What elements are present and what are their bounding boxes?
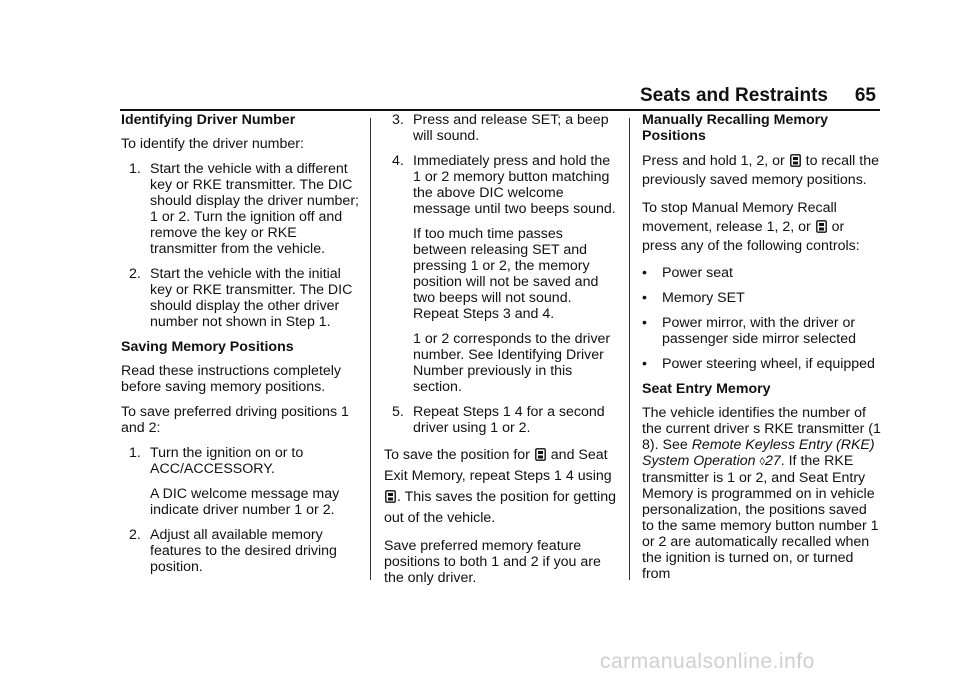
text-run: To save the position for [384,447,534,463]
column-2 [384,112,616,595]
step-number: 4. [392,153,404,169]
step-note: If too much time passes between releasing SET and pressing 1 or 2, the memory position will not be saved and two beeps will not sound. Repeat Steps 3 and 4. [413,226,599,322]
step-item [384,404,616,436]
watermark-text: carmanualsonline.info [600,650,815,673]
text-run: The vehicle identifies the number of the current driver s RKE transmitter (1 8). See [642,405,881,453]
text-run: . If the RKE transmitter is 1 or 2, and Seat Entry Memory is programmed on in vehicle personalization, the positions saved to the same memory button number 1 or 2 are automatically recalled when the ignition is turned on, or turned from [642,453,879,582]
page-ref-arrow-icon: ◊ [759,456,765,468]
bullet-item [642,356,882,372]
header-rule [120,109,880,111]
paragraph: Save preferred memory feature positions to both 1 and 2 if you are the only driver. [384,538,601,586]
page-number: 65 [854,85,876,106]
column-3 [642,112,882,591]
heading-seat-entry-memory: Seat Entry Memory [642,381,771,397]
step-text: Start the vehicle with the initial key or RKE transmitter. The DIC should display the other driver number not shown in Step 1. [150,266,353,330]
step-item [384,153,616,217]
step-text: Start the vehicle with a different key or RKE transmitter. The DIC should display the driver number; 1 or 2. Turn the ignition off and remove the key or RKE transmitter from the vehicle. [150,161,359,257]
text-run: To stop Manual Memory Recall movement, release 1, 2, or [642,200,837,235]
seat-exit-memory-icon [816,220,827,233]
step-text: Press and release SET; a beep will sound. [413,112,609,144]
cross-reference-link[interactable]: Remote Keyless Entry (RKE) System Operation [642,437,875,469]
bullet-marker: • [642,265,647,281]
step-number: 2. [129,527,141,543]
section-title: Seats and Restraints [640,85,828,106]
step-note: A DIC welcome message may indicate driver number 1 or 2. [150,486,340,518]
heading-manually-recalling: Manually Recalling Memory Positions [642,112,829,144]
step-number: 3. [392,112,404,128]
paragraph [642,199,882,256]
step-item [121,266,359,330]
column-divider [370,118,371,580]
text-run: or press any of the following controls: [642,219,860,254]
paragraph [384,445,616,529]
step-text: Immediately press and hold the 1 or 2 memory button matching the above DIC welcome message until two beeps sound. [413,153,616,217]
step-item [121,527,359,575]
paragraph [642,405,882,582]
paragraph: To identify the driver number: [121,136,304,152]
bullet-marker: • [642,356,647,372]
bullet-item [642,315,882,347]
bullet-text: Power mirror, with the driver or passenger side mirror selected [662,315,856,347]
column-1 [121,112,359,584]
bullet-text: Power steering wheel, if equipped [662,356,875,372]
page-header [640,81,876,107]
bullet-item [642,290,882,306]
step-text: Adjust all available memory features to the desired driving position. [150,527,337,575]
step-number: 1. [129,161,141,177]
paragraph: To save preferred driving positions 1 and 2: [121,404,349,436]
heading-identifying-driver: Identifying Driver Number [121,112,296,128]
bullet-marker: • [642,315,647,331]
seat-exit-memory-icon [790,154,801,167]
text-run: Press and hold 1, 2, or [642,153,789,169]
step-item [384,112,616,144]
paragraph [642,152,882,190]
step-note: 1 or 2 corresponds to the driver number. See Identifying Driver Number previously in this section. [413,331,611,395]
heading-saving-memory: Saving Memory Positions [121,339,294,355]
bullet-item [642,265,882,281]
step-number: 1. [129,445,141,461]
column-divider [629,118,630,580]
seat-exit-memory-icon [535,448,546,461]
page-ref-number[interactable]: 27 [764,453,781,469]
step-number: 5. [392,404,404,420]
text-run: to recall the previously saved memory positions. [642,153,879,188]
bullet-text: Memory SET [662,290,745,306]
step-item [121,445,359,477]
step-number: 2. [129,266,141,282]
text-run: . This saves the position for getting out of the vehicle. [384,489,616,526]
step-text: Repeat Steps 1 4 for a second driver using 1 or 2. [413,404,605,436]
step-text: Turn the ignition on or to ACC/ACCESSORY. [150,445,304,477]
bullet-marker: • [642,290,647,306]
text-run: and Seat Exit Memory, repeat Steps 1 4 using [384,447,612,484]
seat-exit-memory-icon [385,490,396,503]
paragraph: Read these instructions completely before saving memory positions. [121,363,342,395]
step-item [121,161,359,257]
bullet-text: Power seat [662,265,733,281]
